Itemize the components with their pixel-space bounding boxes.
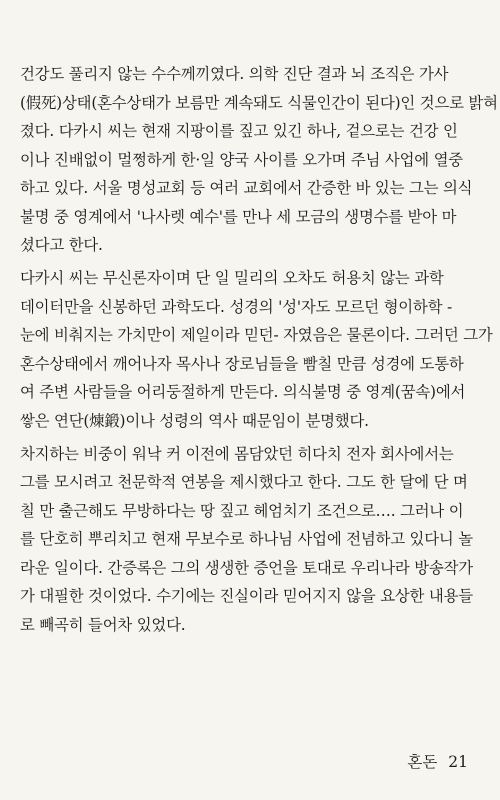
text-line: 불명 중 영계에서 '나사렛 예수'를 만나 세 모금의 생명수를 받아 마 — [20, 207, 457, 226]
text-line: 칠 만 출근해도 무방하다는 땅 짚고 헤엄치기 조건으로…. 그러나 이 — [20, 501, 464, 520]
text-line: 그를 모시려고 천문학적 연봉을 제시했다고 한다. 그도 한 달에 단 며 — [20, 473, 468, 491]
text-line: 졌다. 다카시 씨는 현재 지팡이를 짚고 있긴 하나, 겉으로는 건강 인 — [20, 122, 458, 140]
text-line: 차지하는 비중이 워낙 커 이전에 몸담았던 히다치 전자 회사에서는 — [20, 444, 454, 463]
text-line: 건강도 풀리지 않는 수수께끼였다. 의학 진단 결과 뇌 조직은 가사 — [20, 65, 449, 83]
text-line: 로 빼곡히 들어차 있었다. — [20, 615, 186, 634]
text-line: 가 대필한 것이었다. 수기에는 진실이라 믿어지지 않을 요상한 내용들 — [20, 587, 473, 605]
body-text — [20, 60, 498, 639]
text-line: 눈에 비춰지는 가치만이 제일이라 믿던- 자였음은 물론이다. 그러던 그가 — [20, 326, 493, 344]
text-line: 여 주변 사람들을 어리둥절하게 만든다. 의식불명 중 영계(꿈속)에서 — [20, 383, 466, 401]
text-line: 를 단호히 뿌리치고 현재 무보수로 하나님 사업에 전념하고 있다니 놀 — [20, 530, 473, 548]
text-line: 쌓은 연단(煉鍛)이나 성령의 역사 때문임이 분명했다. — [20, 411, 369, 430]
text-line: 혼수상태에서 깨어나자 목사나 장로님들을 빰칠 만큼 성경에 도통하 — [20, 354, 464, 373]
page-number: 21 — [448, 753, 468, 771]
page-footer — [407, 750, 468, 772]
text-line: 하고 있다. 서울 명성교회 등 여러 교회에서 간증한 바 있는 그는 의식 — [20, 179, 473, 197]
text-line: 라운 일이다. 간증록은 그의 생생한 증언을 토대로 우리나라 방송작가 — [20, 558, 473, 577]
text-line: 셨다고 한다. — [20, 236, 103, 254]
text-line: 이나 진배없이 멀쩡하게 한·일 양국 사이를 오가며 주님 사업에 열중 — [20, 150, 463, 169]
text-line: (假死)상태(혼수상태가 보름만 계속돼도 식물인간이 된다)인 것으로 밝혀 — [20, 93, 498, 112]
running-title: 혼돈 — [407, 753, 438, 771]
text-line: 데이터만을 신봉하던 과학도다. 성경의 '성'자도 모르던 형이하학 - — [20, 297, 452, 316]
text-line: 다카시 씨는 무신론자이며 단 일 밀리의 오차도 허용치 않는 과학 — [20, 269, 444, 287]
